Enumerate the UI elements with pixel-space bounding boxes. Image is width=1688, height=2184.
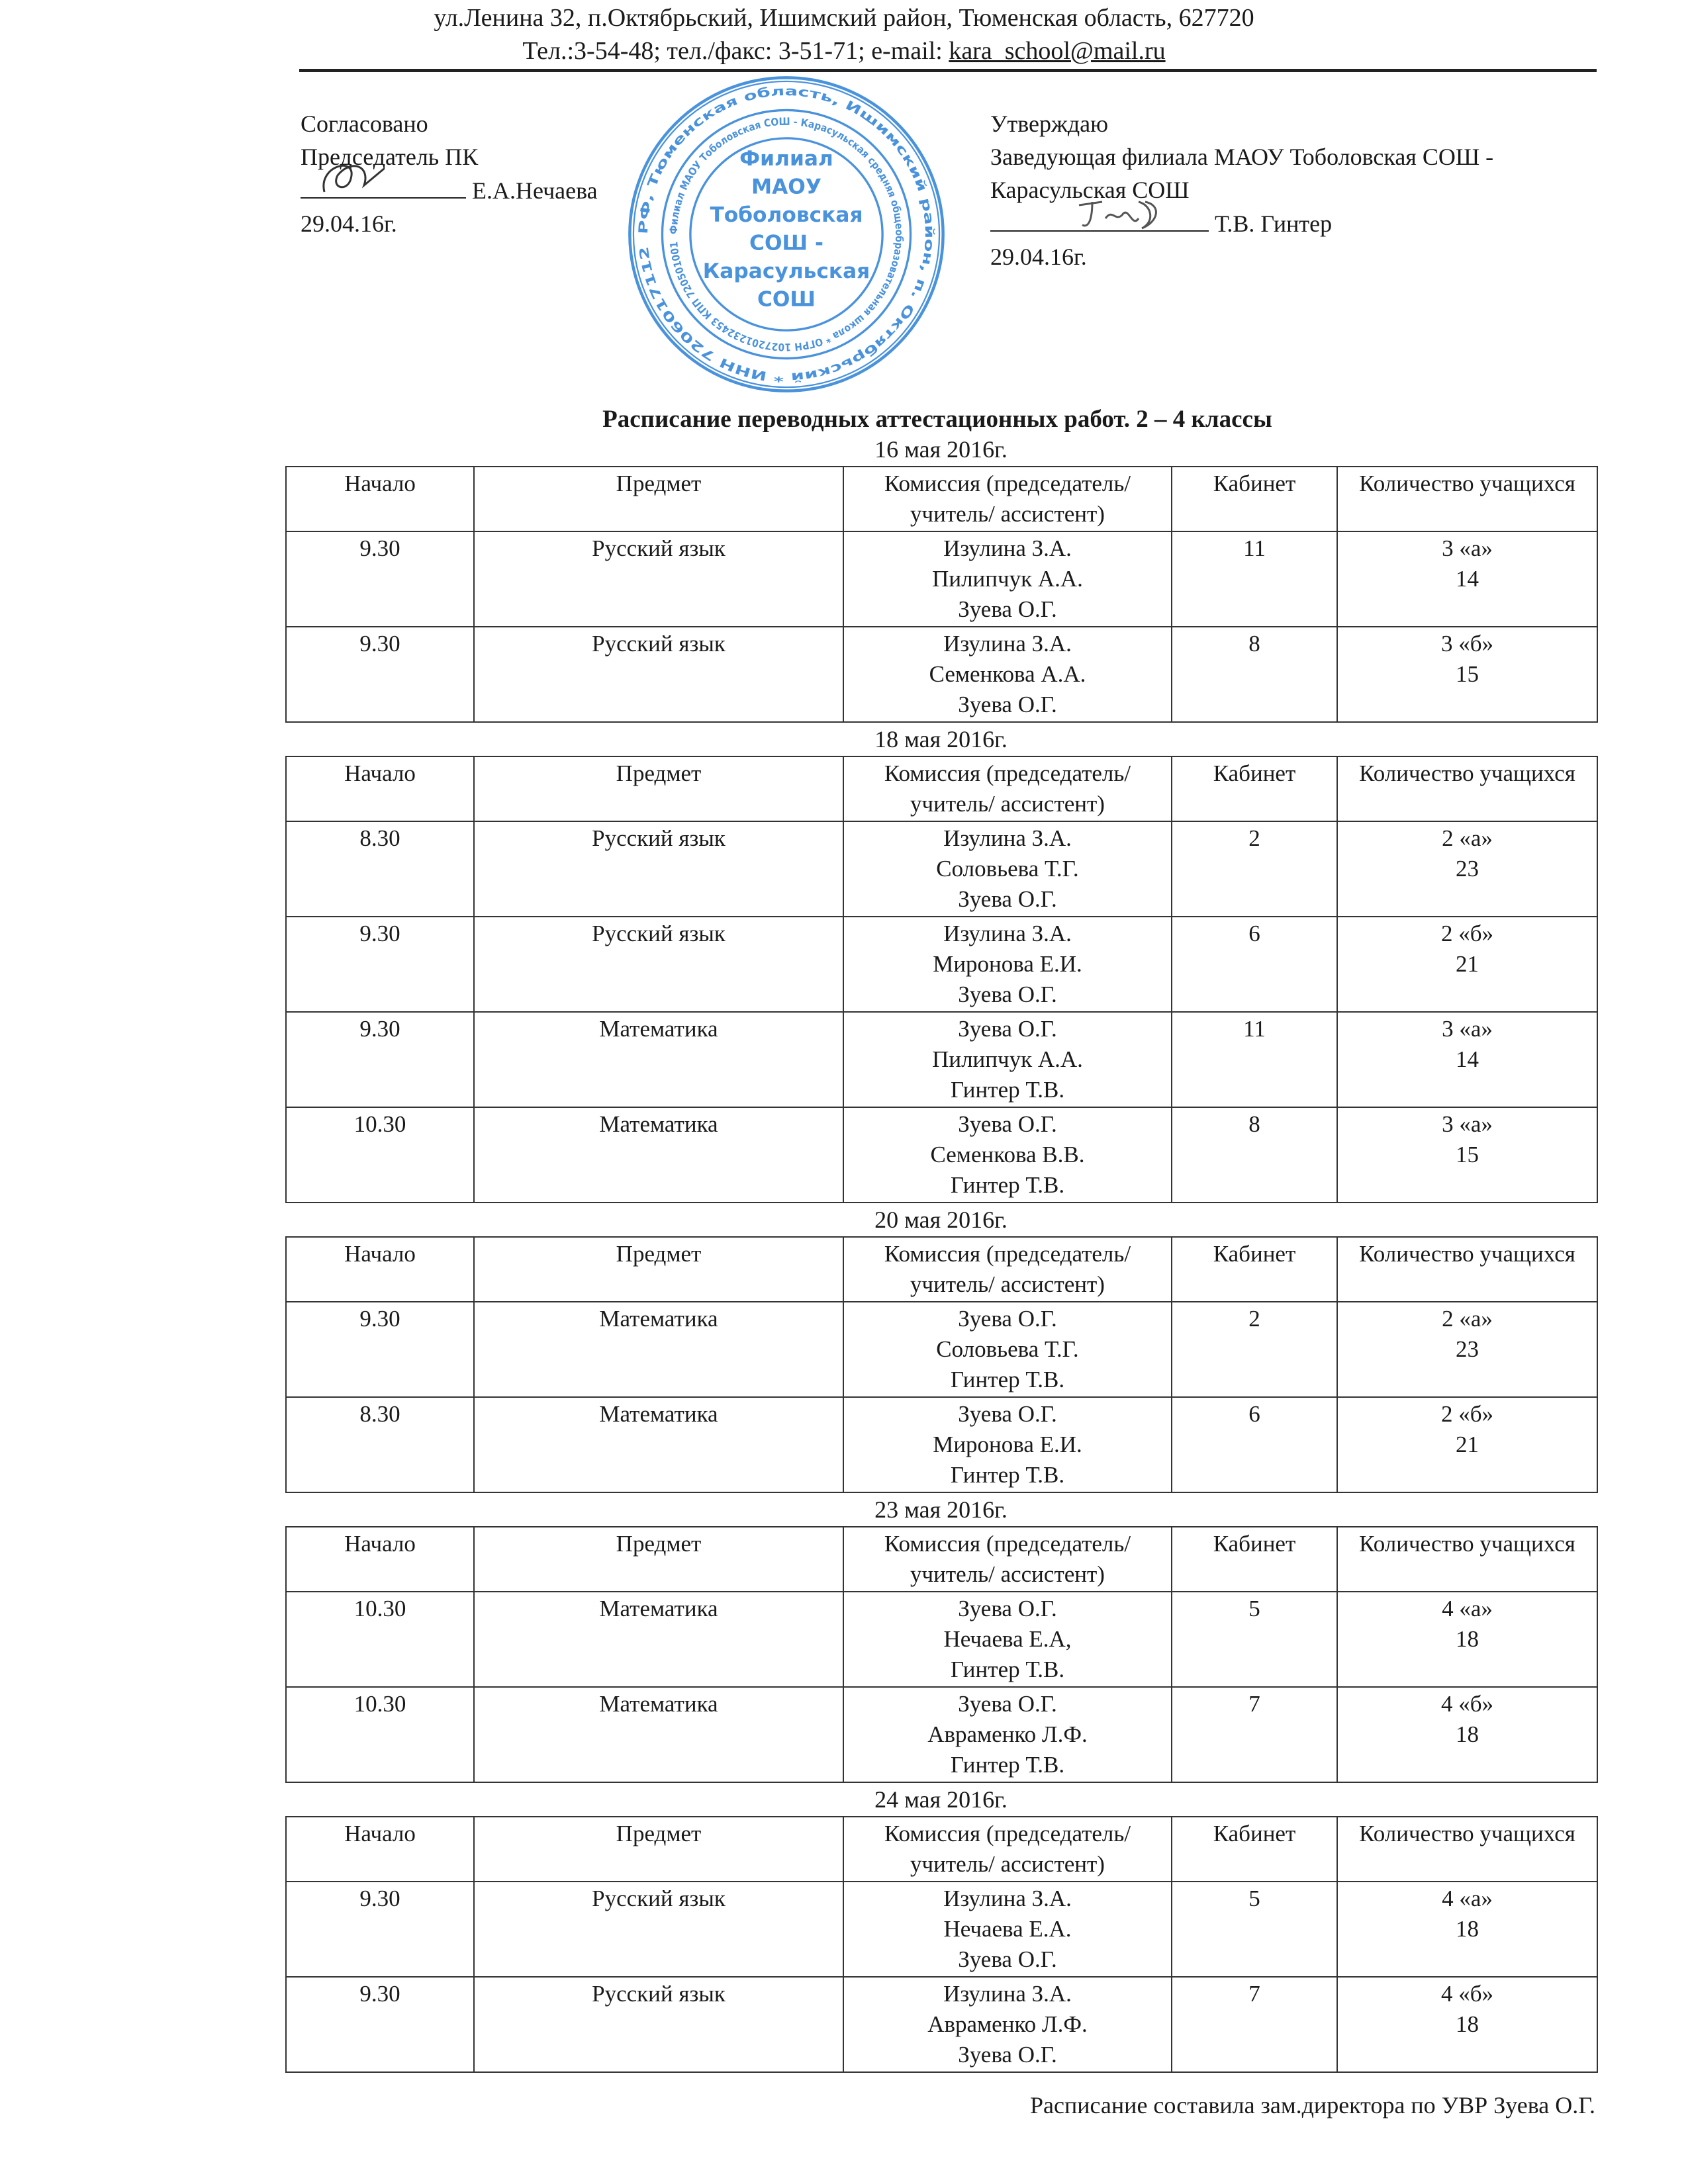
commission — [843, 1012, 1172, 1107]
chairman-label: Председатель ПК — [301, 144, 479, 170]
commission-line: Изулина З.А. — [943, 825, 1072, 851]
commission-line: Гинтер Т.В. — [950, 1367, 1065, 1392]
document-title: Расписание переводных аттестационных работ. 2 – 4 классы — [602, 406, 1272, 433]
approve-label: Утверждаю — [990, 111, 1109, 137]
commission-line: Гинтер Т.В. — [950, 1172, 1065, 1198]
letterhead-address: ул.Ленина 32, п.Октябрьский, Ишимский район, Тюменская область, 627720 — [434, 4, 1254, 32]
students-line: 3 «а» — [1442, 535, 1493, 561]
students — [1337, 917, 1597, 1012]
commission-line: Зуева О.Г. — [958, 596, 1057, 622]
start-time-line: 10.30 — [353, 1596, 406, 1621]
letterhead-contacts — [0, 36, 1688, 66]
subject-line: Русский язык — [592, 1886, 726, 1911]
column-header: Начало — [286, 467, 474, 531]
schedule-table — [285, 1236, 1598, 1493]
commission-line: Авраменко Л.Ф. — [927, 2011, 1088, 2037]
students-line: 18 — [1456, 1916, 1479, 1942]
subject — [474, 917, 843, 1012]
column-header: Кабинет — [1172, 467, 1337, 531]
stamp-center-line: СОШ - — [749, 231, 823, 255]
room-line: 11 — [1243, 535, 1266, 561]
commission-line: Зуева О.Г. — [958, 1306, 1057, 1332]
commission-line: Семенкова А.А. — [929, 661, 1086, 687]
commission-line: Зуева О.Г. — [958, 981, 1057, 1007]
students — [1337, 821, 1597, 917]
column-header: Количество учащихся — [1337, 467, 1597, 531]
start-time-line: 9.30 — [359, 1886, 400, 1911]
room-line: 8 — [1248, 631, 1260, 657]
commission-line: Зуева О.Г. — [958, 2042, 1057, 2068]
commission — [843, 1592, 1172, 1687]
school-stamp — [628, 75, 945, 393]
students-line: 4 «а» — [1442, 1596, 1493, 1621]
commission-line: Зуева О.Г. — [958, 1016, 1057, 1042]
head-title: Заведующая филиала МАОУ Тоболовская СОШ - — [990, 144, 1494, 170]
room-line: 5 — [1248, 1886, 1260, 1911]
subject — [474, 1012, 843, 1107]
room-line: 2 — [1248, 825, 1260, 851]
subject — [474, 1302, 843, 1397]
start-time-line: 8.30 — [359, 1401, 400, 1427]
column-header: Предмет — [474, 1817, 843, 1882]
agreed-label: Согласовано — [301, 111, 428, 137]
subject-line: Русский язык — [592, 631, 726, 657]
commission — [843, 917, 1172, 1012]
table-row — [286, 1977, 1597, 2072]
commission — [843, 627, 1172, 722]
students-line: 23 — [1456, 1336, 1479, 1362]
students — [1337, 1882, 1597, 1977]
students-line: 3 «б» — [1440, 631, 1494, 657]
schedule-table — [285, 466, 1598, 723]
stamp-center-line: Филиал — [739, 147, 833, 171]
column-header: Предмет — [474, 1237, 843, 1302]
subject-line: Математика — [599, 1596, 718, 1621]
column-header: Комиссия (председатель/ учитель/ ассистент) — [843, 1817, 1172, 1882]
commission — [843, 1687, 1172, 1782]
commission-line: Зуева О.Г. — [958, 1691, 1057, 1717]
commission — [843, 1107, 1172, 1203]
column-header: Начало — [286, 756, 474, 821]
room — [1172, 1687, 1337, 1782]
students — [1337, 1592, 1597, 1687]
students-line: 18 — [1456, 1721, 1479, 1747]
column-header: Начало — [286, 1817, 474, 1882]
commission-line: Зуева О.Г. — [958, 1111, 1057, 1137]
students-line: 2 «а» — [1442, 825, 1493, 851]
students-line: 2 «б» — [1440, 921, 1494, 946]
commission-line: Миронова Е.И. — [933, 1432, 1082, 1457]
room-line: 6 — [1248, 1401, 1260, 1427]
room — [1172, 1977, 1337, 2072]
start-time-line: 9.30 — [359, 1981, 400, 2007]
commission-line: Изулина З.А. — [943, 535, 1072, 561]
students-line: 2 «б» — [1440, 1401, 1494, 1427]
column-header: Кабинет — [1172, 1817, 1337, 1882]
commission-line: Миронова Е.И. — [933, 951, 1082, 977]
students — [1337, 1302, 1597, 1397]
start-time — [286, 531, 474, 627]
students-line: 15 — [1456, 661, 1479, 687]
stamp-inner-text: Филиал МАОУ Тоболовская СОШ - Карасульская средняя общеобразовательная школа * ОГРН 1027201232453 КПП 720501001 — [667, 115, 906, 353]
room — [1172, 1397, 1337, 1492]
students — [1337, 1012, 1597, 1107]
column-header: Комиссия (председатель/ учитель/ ассистент) — [843, 467, 1172, 531]
start-time — [286, 1977, 474, 2072]
students-line: 18 — [1456, 2011, 1479, 2037]
subject-line: Математика — [599, 1111, 718, 1137]
commission-line: Изулина З.А. — [943, 1981, 1072, 2007]
commission — [843, 821, 1172, 917]
subject-line: Математика — [599, 1306, 718, 1332]
subject — [474, 1977, 843, 2072]
subject — [474, 1592, 843, 1687]
column-header: Предмет — [474, 1527, 843, 1592]
start-time-line: 10.30 — [353, 1691, 406, 1717]
start-time — [286, 1107, 474, 1203]
commission-line: Гинтер Т.В. — [950, 1752, 1065, 1778]
commission-line: Нечаева Е.А, — [943, 1626, 1072, 1652]
column-header: Кабинет — [1172, 756, 1337, 821]
commission-line: Изулина З.А. — [943, 921, 1072, 946]
start-time — [286, 1882, 474, 1977]
room-line: 5 — [1248, 1596, 1260, 1621]
commission-line: Зуева О.Г. — [958, 692, 1057, 717]
start-time — [286, 1592, 474, 1687]
room — [1172, 627, 1337, 722]
commission-line: Изулина З.А. — [943, 631, 1072, 657]
column-header: Количество учащихся — [1337, 1527, 1597, 1592]
head-name: Т.В. Гинтер — [1215, 210, 1333, 237]
commission-line: Соловьева Т.Г. — [936, 1336, 1079, 1362]
subject-line: Русский язык — [592, 535, 726, 561]
students — [1337, 1397, 1597, 1492]
agreed-date: 29.04.16г. — [301, 210, 397, 237]
students-line: 4 «б» — [1440, 1691, 1494, 1717]
table-header — [286, 1527, 1597, 1592]
commission-line: Зуева О.Г. — [958, 1596, 1057, 1621]
subject-line: Математика — [599, 1691, 718, 1717]
stamp-center-line: Тоболовская — [710, 203, 863, 228]
email-link[interactable]: kara_school@mail.ru — [949, 37, 1166, 65]
table-row — [286, 1012, 1597, 1107]
commission-line: Семенкова В.В. — [930, 1142, 1085, 1167]
table-row — [286, 1882, 1597, 1977]
room-line: 2 — [1248, 1306, 1260, 1332]
commission-line: Гинтер Т.В. — [950, 1657, 1065, 1682]
day-date: 16 мая 2016г. — [874, 436, 1008, 463]
room — [1172, 1012, 1337, 1107]
schedule — [285, 433, 1597, 2073]
start-time — [286, 1687, 474, 1782]
column-header: Комиссия (председатель/ учитель/ ассистент) — [843, 756, 1172, 821]
students — [1337, 1977, 1597, 2072]
students-line: 2 «а» — [1442, 1306, 1493, 1332]
commission-line: Нечаева Е.А. — [943, 1916, 1072, 1942]
start-time — [286, 821, 474, 917]
start-time — [286, 917, 474, 1012]
commission-line: Соловьева Т.Г. — [936, 856, 1079, 882]
room — [1172, 1882, 1337, 1977]
start-time-line: 9.30 — [359, 1306, 400, 1332]
room — [1172, 1107, 1337, 1203]
column-header: Начало — [286, 1527, 474, 1592]
room — [1172, 531, 1337, 627]
approve-date: 29.04.16г. — [990, 244, 1087, 270]
schedule-table — [285, 1816, 1598, 2073]
commission-line: Изулина З.А. — [943, 1886, 1072, 1911]
start-time — [286, 627, 474, 722]
column-header: Количество учащихся — [1337, 756, 1597, 821]
commission — [843, 1397, 1172, 1492]
start-time-line: 9.30 — [359, 921, 400, 946]
start-time-line: 10.30 — [353, 1111, 406, 1137]
column-header: Комиссия (председатель/ учитель/ ассистент) — [843, 1237, 1172, 1302]
subject — [474, 1882, 843, 1977]
start-time-line: 8.30 — [359, 825, 400, 851]
room — [1172, 917, 1337, 1012]
day-date: 24 мая 2016г. — [874, 1786, 1008, 1813]
table-row — [286, 1687, 1597, 1782]
subject-line: Математика — [599, 1401, 718, 1427]
students — [1337, 1687, 1597, 1782]
table-row — [286, 1397, 1597, 1492]
day-date: 23 мая 2016г. — [874, 1496, 1008, 1523]
commission — [843, 531, 1172, 627]
school-name: Карасульская СОШ — [990, 177, 1190, 203]
room-line: 7 — [1248, 1691, 1260, 1717]
room-line: 8 — [1248, 1111, 1260, 1137]
start-time-line: 9.30 — [359, 631, 400, 657]
column-header: Начало — [286, 1237, 474, 1302]
table-header — [286, 756, 1597, 821]
schedule-table — [285, 756, 1598, 1203]
start-time — [286, 1012, 474, 1107]
stamp-outer-text: РФ, Тюменская область, Ишимский район, п. Октябрьский * ИНН 7206017112 — [635, 83, 937, 385]
subject — [474, 627, 843, 722]
approval-right — [990, 107, 1493, 273]
subject-line: Русский язык — [592, 1981, 726, 2007]
students — [1337, 531, 1597, 627]
start-time — [286, 1302, 474, 1397]
signature-left — [311, 152, 404, 205]
phone-text: Тел.:3-54-48; тел./факс: 3-51-71; e-mail: — [522, 37, 949, 65]
students — [1337, 1107, 1597, 1203]
commission-line: Зуева О.Г. — [958, 886, 1057, 912]
subject — [474, 1687, 843, 1782]
table-row — [286, 531, 1597, 627]
students-line: 4 «б» — [1440, 1981, 1494, 2007]
stamp-center-line: МАОУ — [751, 175, 821, 199]
start-time-line: 9.30 — [359, 1016, 400, 1042]
column-header: Количество учащихся — [1337, 1817, 1597, 1882]
table-row — [286, 1107, 1597, 1203]
room — [1172, 1592, 1337, 1687]
day-date: 18 мая 2016г. — [874, 726, 1008, 752]
schedule-table — [285, 1526, 1598, 1783]
subject — [474, 531, 843, 627]
table-header — [286, 1237, 1597, 1302]
column-header: Предмет — [474, 467, 843, 531]
column-header: Количество учащихся — [1337, 1237, 1597, 1302]
column-header: Кабинет — [1172, 1237, 1337, 1302]
students-line: 23 — [1456, 856, 1479, 882]
subject-line: Русский язык — [592, 825, 726, 851]
signature-right — [1072, 192, 1172, 238]
column-header: Предмет — [474, 756, 843, 821]
subject — [474, 821, 843, 917]
commission-line: Пилипчук А.А. — [932, 566, 1083, 592]
students-line: 3 «а» — [1442, 1016, 1493, 1042]
students-line: 4 «а» — [1442, 1886, 1493, 1911]
table-row — [286, 1592, 1597, 1687]
table-row — [286, 917, 1597, 1012]
chairman-name: Е.А.Нечаева — [472, 177, 598, 204]
students-line: 14 — [1456, 566, 1479, 592]
day-date: 20 мая 2016г. — [874, 1206, 1008, 1233]
subject-line: Математика — [599, 1016, 718, 1042]
table-header — [286, 467, 1597, 531]
room — [1172, 1302, 1337, 1397]
table-row — [286, 1302, 1597, 1397]
commission — [843, 1977, 1172, 2072]
students-line: 18 — [1456, 1626, 1479, 1652]
footer-note: Расписание составила зам.директора по УВР Зуева О.Г. — [1030, 2092, 1595, 2118]
start-time-line: 9.30 — [359, 535, 400, 561]
room-line: 11 — [1243, 1016, 1266, 1042]
students-line: 21 — [1456, 951, 1479, 977]
stamp-center-line: Карасульская — [702, 259, 870, 283]
commission-line: Пилипчук А.А. — [932, 1046, 1083, 1072]
commission-line: Зуева О.Г. — [958, 1946, 1057, 1972]
column-header: Кабинет — [1172, 1527, 1337, 1592]
column-header: Комиссия (председатель/ учитель/ ассистент) — [843, 1527, 1172, 1592]
subject-line: Русский язык — [592, 921, 726, 946]
subject — [474, 1107, 843, 1203]
room-line: 6 — [1248, 921, 1260, 946]
start-time — [286, 1397, 474, 1492]
commission-line: Зуева О.Г. — [958, 1401, 1057, 1427]
commission-line: Гинтер Т.В. — [950, 1077, 1065, 1103]
students-line: 3 «а» — [1442, 1111, 1493, 1137]
header-rule — [299, 69, 1597, 72]
commission — [843, 1302, 1172, 1397]
students-line: 14 — [1456, 1046, 1479, 1072]
table-row — [286, 821, 1597, 917]
room-line: 7 — [1248, 1981, 1260, 2007]
students-line: 21 — [1456, 1432, 1479, 1457]
commission-line: Гинтер Т.В. — [950, 1462, 1065, 1488]
table-row — [286, 627, 1597, 722]
stamp-center-line: СОШ — [757, 287, 816, 312]
commission — [843, 1882, 1172, 1977]
commission-line: Авраменко Л.Ф. — [927, 1721, 1088, 1747]
students-line: 15 — [1456, 1142, 1479, 1167]
subject — [474, 1397, 843, 1492]
students — [1337, 627, 1597, 722]
room — [1172, 821, 1337, 917]
table-header — [286, 1817, 1597, 1882]
